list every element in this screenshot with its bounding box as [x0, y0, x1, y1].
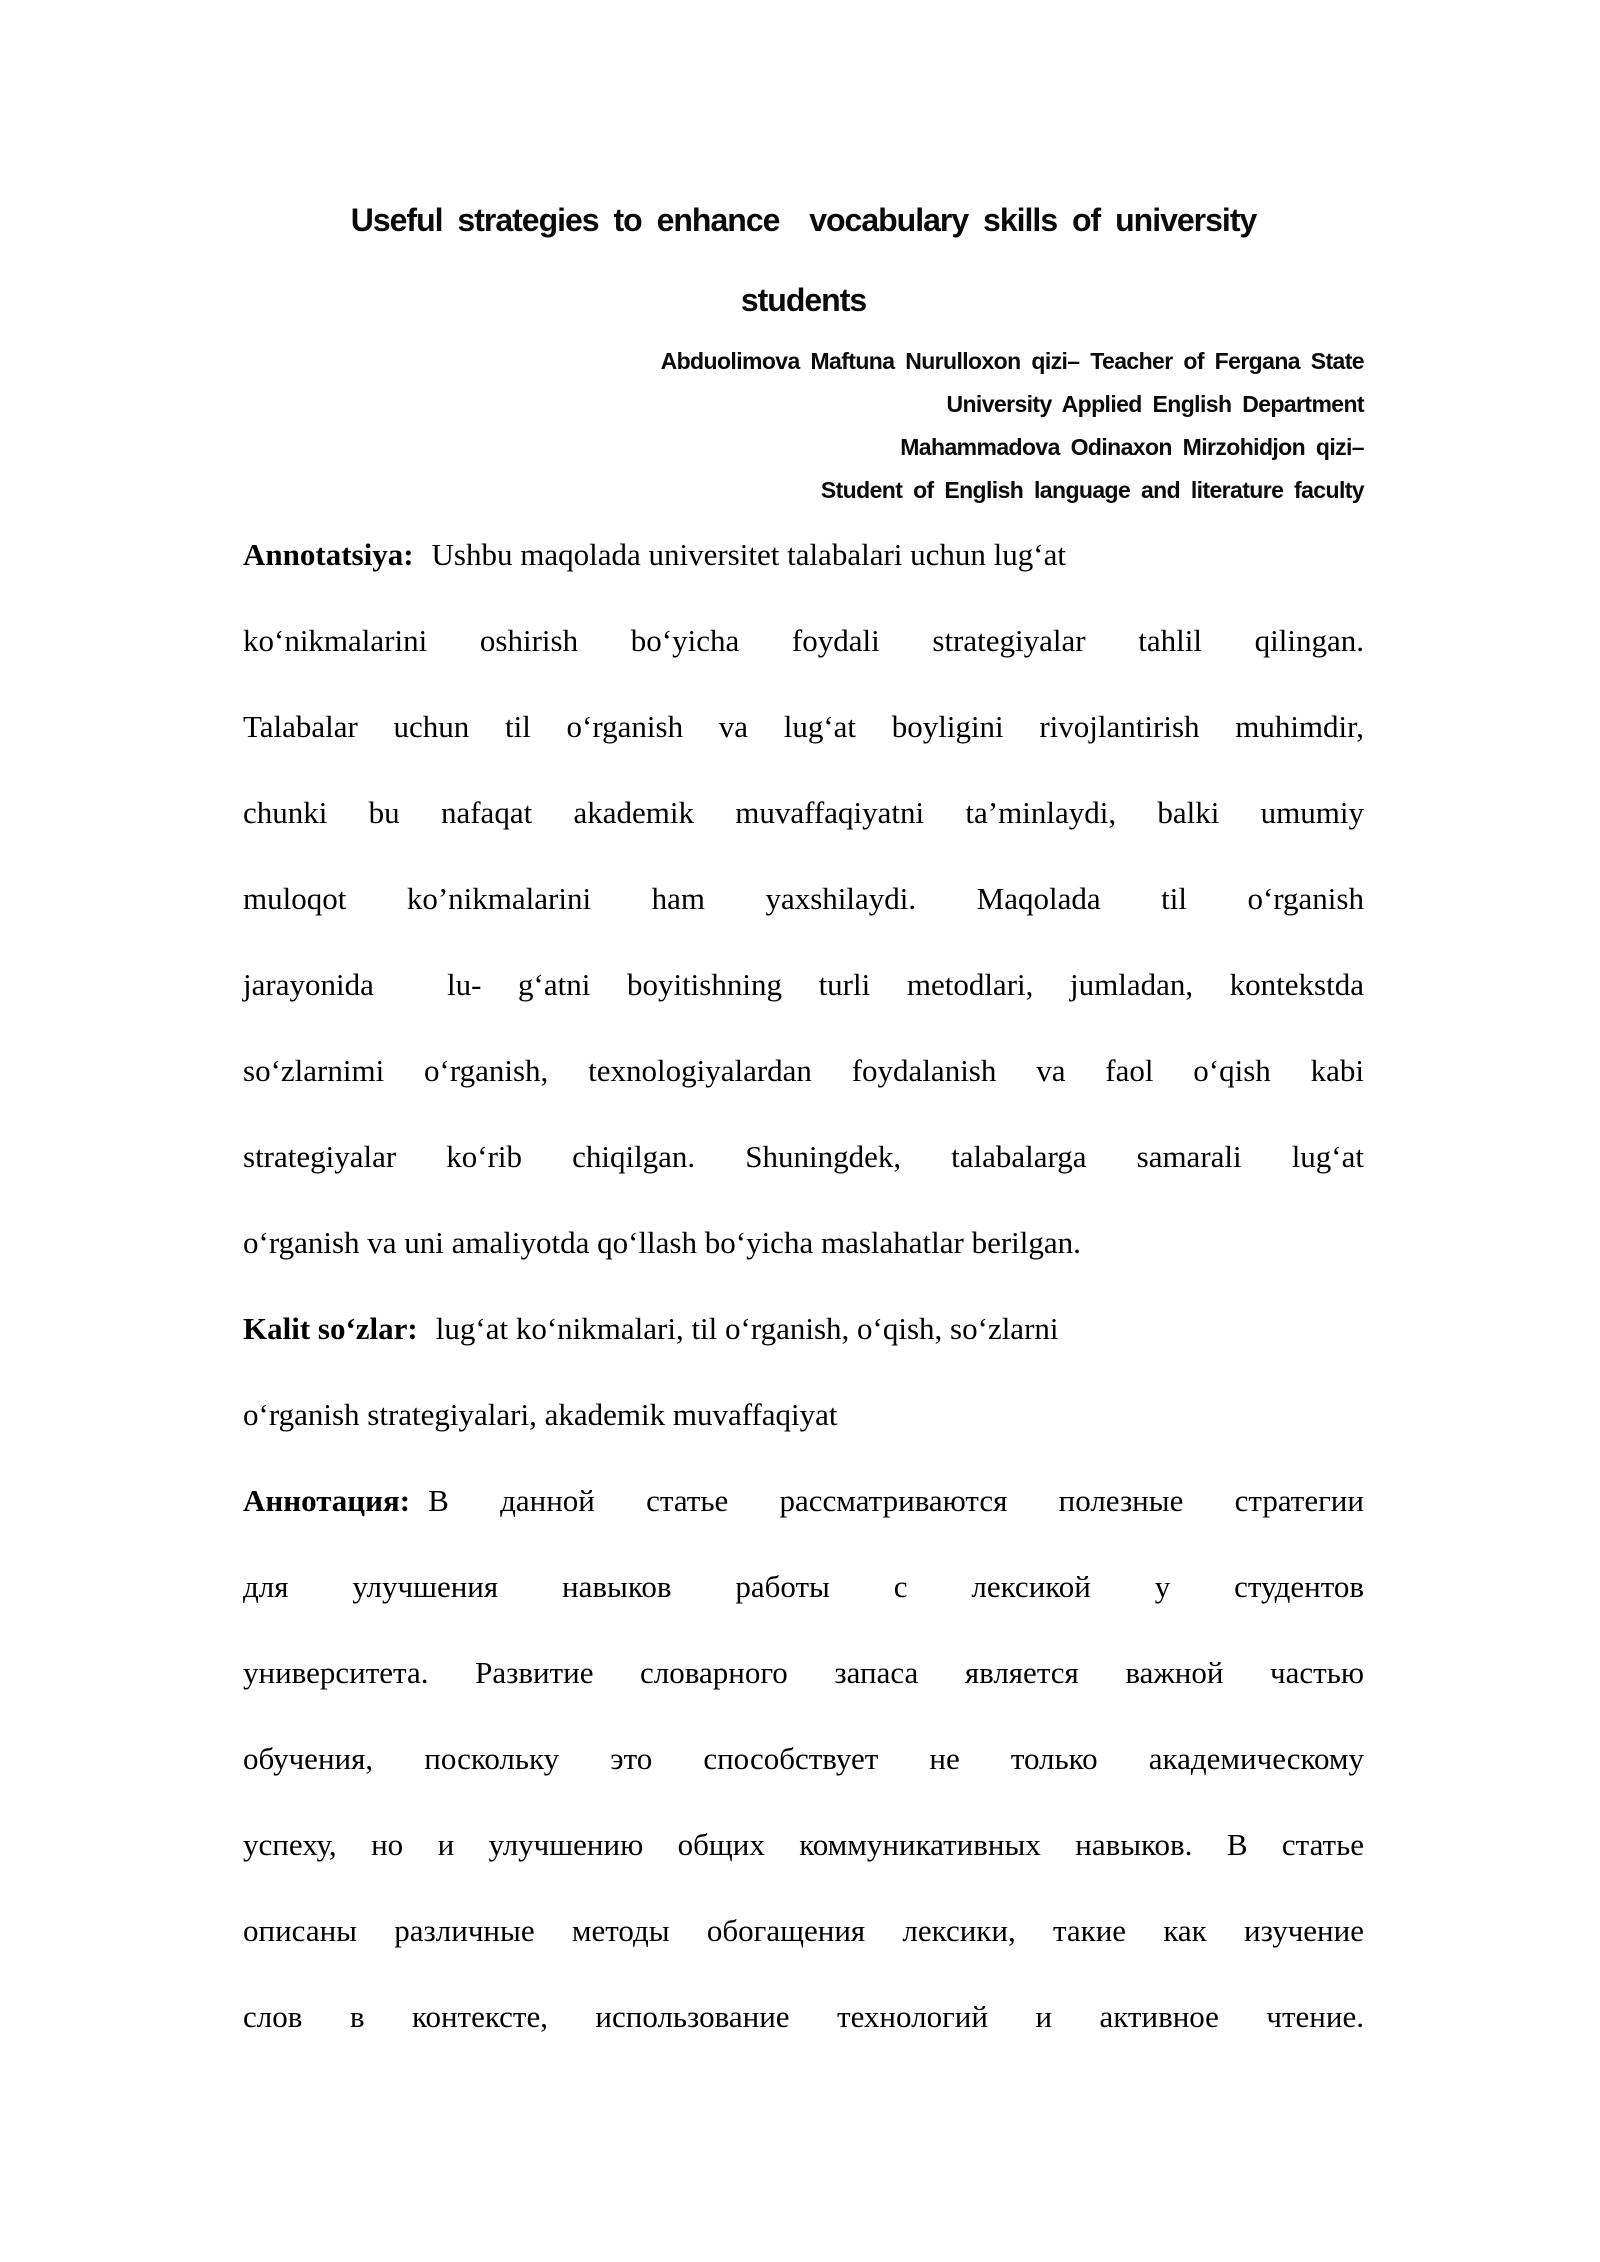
paper-title-line-2: students — [740, 282, 867, 318]
paragraph-label: Kalit so‘zlar: — [243, 1311, 418, 1346]
body-line: Annotatsiya: Ushbu maqolada universitet talabalari uchun lug‘at — [243, 537, 1066, 572]
body-line: o‘rganish va uni amaliyotda qo‘llash bo‘yicha maslahatlar berilgan. — [243, 1225, 1081, 1260]
paragraph-label: Аннотация: — [243, 1483, 411, 1518]
body-line: jarayonida lu- g‘atni boyitishning turli metodlari, jumladan, kontekstda — [243, 967, 1364, 1002]
body-line: университета. Развитие словарного запаса является важной частью — [243, 1655, 1364, 1690]
body-line: для улучшения навыков работы с лексикой у студентов — [243, 1569, 1364, 1604]
author-line: Student of English language and literature faculty — [820, 477, 1364, 503]
author-block — [243, 340, 1364, 512]
body-line: Аннотация: В данной статье рассматриваются полезные стратегии — [243, 1483, 1364, 1518]
body-line: strategiyalar ko‘rib chiqilgan. Shuningdek, talabalarga samarali lug‘at — [243, 1139, 1364, 1174]
body-line: слов в контексте, использование технологий и активное чтение. — [243, 1999, 1364, 2034]
author-line: University Applied English Department — [946, 391, 1364, 417]
author-line: Mahammadova Odinaxon Mirzohidjon qizi– — [900, 434, 1364, 460]
body-line: описаны различные методы обогащения лексики, такие как изучение — [243, 1913, 1364, 1948]
body-line: обучения, поскольку это способствует не только академическому — [243, 1741, 1364, 1776]
paper-title — [243, 0, 1364, 340]
paper-title-line-1: Useful strategies to enhance vocabulary skills of university — [350, 202, 1257, 238]
body-line: muloqot ko’nikmalarini ham yaxshilaydi. Maqolada til o‘rganish — [243, 881, 1364, 916]
body-line: Talabalar uchun til o‘rganish va lug‘at boyligini rivojlantirish muhimdir, — [243, 709, 1364, 744]
body-line: ko‘nikmalarini oshirish bo‘yicha foydali strategiyalar tahlil qilingan. — [243, 623, 1364, 658]
author-line: Abduolimova Maftuna Nurulloxon qizi– Teacher of Fergana State — [660, 348, 1364, 374]
body-line: chunki bu nafaqat akademik muvaffaqiyatni ta’minlaydi, balki umumiy — [243, 795, 1364, 830]
body — [243, 512, 1364, 2060]
body-line: o‘rganish strategiyalari, akademik muvaffaqiyat — [243, 1397, 838, 1432]
paragraph-label: Annotatsiya: — [243, 537, 414, 572]
body-line: so‘zlarnimi o‘rganish, texnologiyalardan foydalanish va faol o‘qish kabi — [243, 1053, 1364, 1088]
body-line: Kalit so‘zlar: lug‘at ko‘nikmalari, til o‘rganish, o‘qish, so‘zlarni — [243, 1311, 1059, 1346]
page-content — [243, 0, 1364, 2060]
body-line: успеху, но и улучшению общих коммуникативных навыков. В статье — [243, 1827, 1364, 1862]
